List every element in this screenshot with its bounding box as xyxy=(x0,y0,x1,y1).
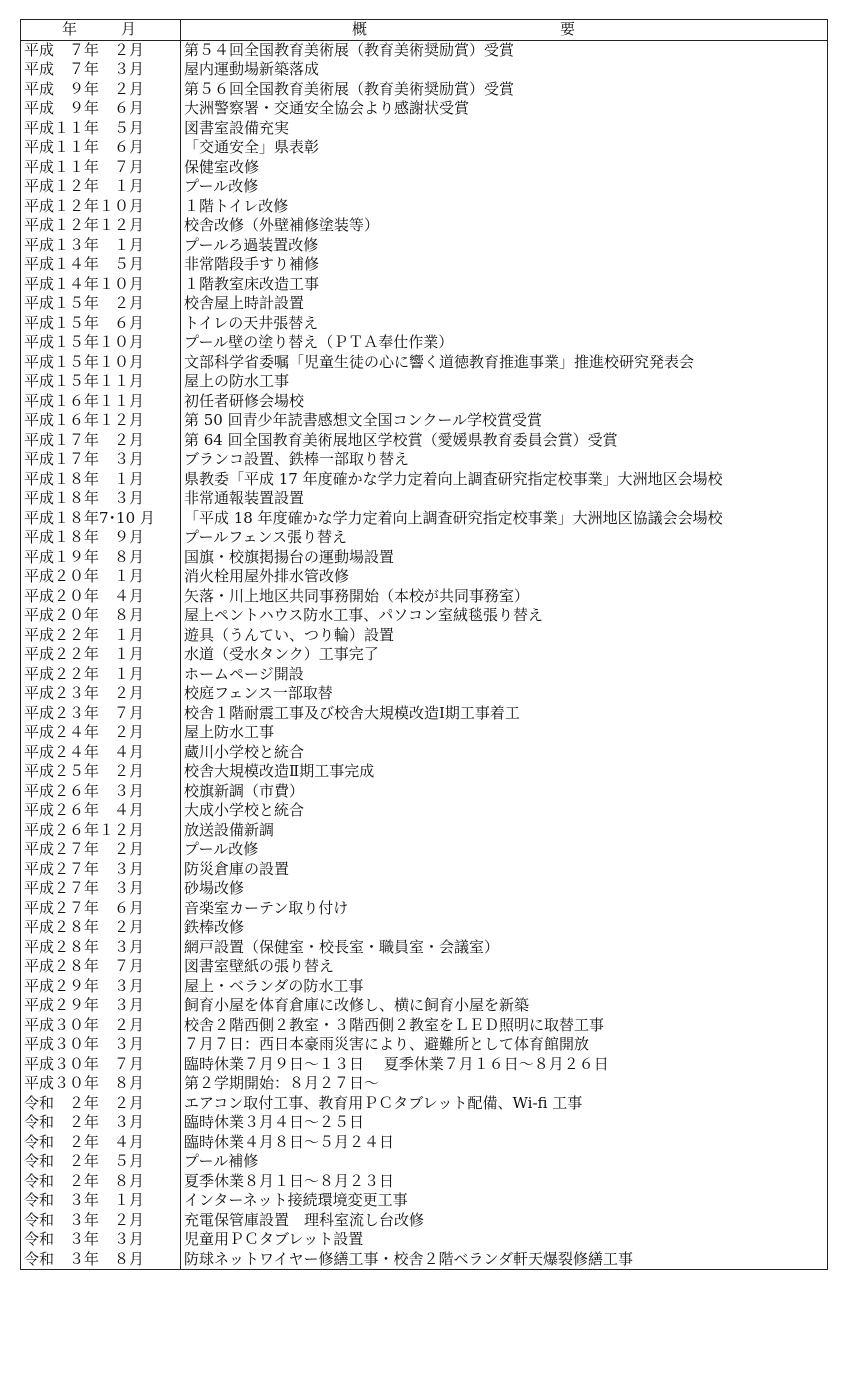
table-row xyxy=(21,1230,828,1250)
table-row xyxy=(21,626,828,646)
row-description: 矢落・川上地区共同事務開始（本校が共同事務室） xyxy=(181,587,828,607)
row-description: 飼育小屋を体育倉庫に改修し、横に飼育小屋を新築 xyxy=(181,996,828,1016)
row-description: 校舎大規模改造Ⅱ期工事完成 xyxy=(181,762,828,782)
table-row xyxy=(21,1016,828,1036)
row-date: 平成２８年 ７月 xyxy=(21,957,181,977)
row-description: プール改修 xyxy=(181,840,828,860)
table-row xyxy=(21,138,828,158)
history-table xyxy=(20,19,828,1270)
row-description: 蔵川小学校と統合 xyxy=(181,743,828,763)
table-row xyxy=(21,470,828,490)
row-description: 臨時休業３月４日～２５日 xyxy=(181,1113,828,1133)
row-description: 屋上の防水工事 xyxy=(181,372,828,392)
table-row xyxy=(21,216,828,236)
row-description: 防球ネットワイヤー修繕工事・校舎２階ベランダ軒天爆裂修繕工事 xyxy=(181,1250,828,1270)
row-date: 平成１４年 ５月 xyxy=(21,255,181,275)
table-row xyxy=(21,197,828,217)
header-year-char: 年 xyxy=(62,20,78,39)
row-date: 平成１８年 １月 xyxy=(21,470,181,490)
row-description: 県教委「平成 17 年度確かな学力定着向上調査研究指定校事業」大洲地区会場校 xyxy=(181,470,828,490)
table-row xyxy=(21,392,828,412)
table-row xyxy=(21,938,828,958)
table-row xyxy=(21,40,828,60)
row-date: 平成１８年 ３月 xyxy=(21,489,181,509)
table-row xyxy=(21,509,828,529)
table-row xyxy=(21,177,828,197)
table-row xyxy=(21,821,828,841)
row-description: 消火栓用屋外排水管改修 xyxy=(181,567,828,587)
row-description: 非常通報装置設置 xyxy=(181,489,828,509)
row-date: 平成２６年１２月 xyxy=(21,821,181,841)
table-row xyxy=(21,314,828,334)
row-description: 網戸設置（保健室・校長室・職員室・会議室） xyxy=(181,938,828,958)
row-description: 鉄棒改修 xyxy=(181,918,828,938)
row-date: 令和 ２年 ４月 xyxy=(21,1133,181,1153)
row-description: 水道（受水タンク）工事完了 xyxy=(181,645,828,665)
table-row xyxy=(21,918,828,938)
row-date: 平成３０年 ２月 xyxy=(21,1016,181,1036)
table-row xyxy=(21,587,828,607)
row-description: トイレの天井張替え xyxy=(181,314,828,334)
description-column-header xyxy=(181,20,828,41)
row-date: 平成１２年１２月 xyxy=(21,216,181,236)
row-description: 屋上防水工事 xyxy=(181,723,828,743)
row-description: ７月７日：西日本豪雨災害により、避難所として体育館開放 xyxy=(181,1035,828,1055)
row-date: 令和 ２年 ３月 xyxy=(21,1113,181,1133)
row-description: 児童用ＰＣタブレット設置 xyxy=(181,1230,828,1250)
row-date: 平成１５年１０月 xyxy=(21,353,181,373)
row-description: 臨時休業７月９日～１３日 夏季休業７月１６日～８月２６日 xyxy=(181,1055,828,1075)
row-description: 砂場改修 xyxy=(181,879,828,899)
row-description: １階教室床改造工事 xyxy=(181,275,828,295)
table-row xyxy=(21,665,828,685)
row-description: 音楽室カーテン取り付け xyxy=(181,899,828,919)
row-description: ブランコ設置、鉄棒一部取り替え xyxy=(181,450,828,470)
row-date: 令和 ３年 ８月 xyxy=(21,1250,181,1270)
row-date: 平成３０年 ３月 xyxy=(21,1035,181,1055)
row-date: 令和 ２年 ２月 xyxy=(21,1094,181,1114)
table-row xyxy=(21,119,828,139)
row-description: インターネット接続環境変更工事 xyxy=(181,1191,828,1211)
table-row xyxy=(21,957,828,977)
row-description: 校舎屋上時計設置 xyxy=(181,294,828,314)
row-date: 平成２９年 ３月 xyxy=(21,977,181,997)
table-row xyxy=(21,333,828,353)
table-row xyxy=(21,372,828,392)
row-description: 屋上・ベランダの防水工事 xyxy=(181,977,828,997)
table-row xyxy=(21,743,828,763)
table-row xyxy=(21,60,828,80)
row-date: 平成２２年 １月 xyxy=(21,645,181,665)
table-row xyxy=(21,899,828,919)
row-date: 平成２６年 ４月 xyxy=(21,801,181,821)
row-date: 平成１１年 ７月 xyxy=(21,158,181,178)
row-description: 校旗新調（市費） xyxy=(181,782,828,802)
table-row xyxy=(21,1211,828,1231)
row-date: 平成 ９年 ６月 xyxy=(21,99,181,119)
row-description: 遊具（うんてい、つり輪）設置 xyxy=(181,626,828,646)
row-date: 平成１５年 ２月 xyxy=(21,294,181,314)
row-description: 第 64 回全国教育美術展地区学校賞（愛媛県教育委員会賞）受賞 xyxy=(181,431,828,451)
table-row xyxy=(21,1191,828,1211)
row-date: 平成３０年 ８月 xyxy=(21,1074,181,1094)
table-row xyxy=(21,99,828,119)
row-description: 第２学期開始：８月２７日～ xyxy=(181,1074,828,1094)
row-date: 平成 ７年 ３月 xyxy=(21,60,181,80)
row-description: 国旗・校旗掲揚台の運動場設置 xyxy=(181,548,828,568)
row-description: 屋上ペントハウス防水工事、パソコン室絨毯張り替え xyxy=(181,606,828,626)
row-date: 平成２２年 １月 xyxy=(21,665,181,685)
table-row xyxy=(21,1133,828,1153)
row-description: 校舎改修（外壁補修塗装等） xyxy=(181,216,828,236)
row-date: 平成２０年 １月 xyxy=(21,567,181,587)
table-row xyxy=(21,762,828,782)
row-date: 令和 ２年 ５月 xyxy=(21,1152,181,1172)
table-row xyxy=(21,879,828,899)
header-row xyxy=(21,20,828,41)
table-row xyxy=(21,1172,828,1192)
header-you-char: 要 xyxy=(559,20,575,39)
row-description: エアコン取付工事、教育用ＰＣタブレット配備、Wi-fi 工事 xyxy=(181,1094,828,1114)
row-date: 平成１９年 ８月 xyxy=(21,548,181,568)
row-date: 平成２４年 ２月 xyxy=(21,723,181,743)
row-description: 「交通安全」県表彰 xyxy=(181,138,828,158)
table-row xyxy=(21,528,828,548)
row-date: 平成３０年 ７月 xyxy=(21,1055,181,1075)
table-row xyxy=(21,1035,828,1055)
row-date: 平成１１年 ５月 xyxy=(21,119,181,139)
table-row xyxy=(21,1055,828,1075)
table-row xyxy=(21,723,828,743)
row-date: 平成２６年 ３月 xyxy=(21,782,181,802)
row-description: 大洲警察署・交通安全協会より感謝状受賞 xyxy=(181,99,828,119)
row-date: 平成２７年 ３月 xyxy=(21,879,181,899)
table-row xyxy=(21,645,828,665)
table-row xyxy=(21,1250,828,1270)
row-description: 第 50 回青少年読書感想文全国コンクール学校賞受賞 xyxy=(181,411,828,431)
row-date: 平成１４年１０月 xyxy=(21,275,181,295)
table-row xyxy=(21,684,828,704)
table-row xyxy=(21,860,828,880)
header-month-char: 月 xyxy=(120,20,136,39)
row-date: 平成２０年 ４月 xyxy=(21,587,181,607)
table-row xyxy=(21,353,828,373)
row-description: プールフェンス張り替え xyxy=(181,528,828,548)
row-description: 臨時休業４月８日～５月２４日 xyxy=(181,1133,828,1153)
row-description: 夏季休業８月１日～８月２３日 xyxy=(181,1172,828,1192)
row-description: 校舎１階耐震工事及び校舎大規模改造Ⅰ期工事着工 xyxy=(181,704,828,724)
row-date: 平成１８年 ９月 xyxy=(21,528,181,548)
table-row xyxy=(21,606,828,626)
row-description: 大成小学校と統合 xyxy=(181,801,828,821)
table-row xyxy=(21,1152,828,1172)
table-row xyxy=(21,1113,828,1133)
row-date: 平成１７年 ２月 xyxy=(21,431,181,451)
table-row xyxy=(21,489,828,509)
row-date: 平成１３年 １月 xyxy=(21,236,181,256)
table-row xyxy=(21,80,828,100)
row-description: １階トイレ改修 xyxy=(181,197,828,217)
table-row xyxy=(21,255,828,275)
row-description: ホームページ開設 xyxy=(181,665,828,685)
table-row xyxy=(21,801,828,821)
row-date: 平成１１年 ６月 xyxy=(21,138,181,158)
table-row xyxy=(21,411,828,431)
row-description: 校舎２階西側２教室・３階西側２教室をＬＥＤ照明に取替工事 xyxy=(181,1016,828,1036)
table-row xyxy=(21,1074,828,1094)
date-column-header xyxy=(21,20,181,41)
row-date: 平成１５年１１月 xyxy=(21,372,181,392)
row-date: 平成２３年 ７月 xyxy=(21,704,181,724)
row-date: 平成１８年7･10 月 xyxy=(21,509,181,529)
row-description: 校庭フェンス一部取替 xyxy=(181,684,828,704)
row-date: 平成１６年１２月 xyxy=(21,411,181,431)
table-row xyxy=(21,567,828,587)
row-description: 非常階段手すり補修 xyxy=(181,255,828,275)
row-date: 平成２３年 ２月 xyxy=(21,684,181,704)
row-date: 平成２４年 ４月 xyxy=(21,743,181,763)
row-description: 屋内運動場新築落成 xyxy=(181,60,828,80)
row-description: 第５４回全国教育美術展（教育美術奨励賞）受賞 xyxy=(181,40,828,60)
row-description: 初任者研修会場校 xyxy=(181,392,828,412)
table-row xyxy=(21,294,828,314)
table-row xyxy=(21,275,828,295)
table-row xyxy=(21,431,828,451)
row-date: 平成２８年 ３月 xyxy=(21,938,181,958)
row-date: 平成２７年 ２月 xyxy=(21,840,181,860)
row-date: 平成１５年 ６月 xyxy=(21,314,181,334)
table-row xyxy=(21,450,828,470)
row-date: 平成 ７年 ２月 xyxy=(21,40,181,60)
row-date: 令和 ３年 ２月 xyxy=(21,1211,181,1231)
row-date: 平成２７年 ３月 xyxy=(21,860,181,880)
row-description: 第５６回全国教育美術展（教育美術奨励賞）受賞 xyxy=(181,80,828,100)
table-row xyxy=(21,704,828,724)
table-row xyxy=(21,236,828,256)
row-date: 平成２９年 ３月 xyxy=(21,996,181,1016)
row-date: 平成１６年１１月 xyxy=(21,392,181,412)
row-description: プールろ過装置改修 xyxy=(181,236,828,256)
table-row xyxy=(21,996,828,1016)
row-description: 保健室改修 xyxy=(181,158,828,178)
row-description: プール改修 xyxy=(181,177,828,197)
row-description: プール壁の塗り替え（ＰＴＡ奉仕作業） xyxy=(181,333,828,353)
row-description: 図書室設備充実 xyxy=(181,119,828,139)
row-date: 令和 ２年 ８月 xyxy=(21,1172,181,1192)
row-date: 平成 ９年 ２月 xyxy=(21,80,181,100)
row-description: 図書室壁紙の張り替え xyxy=(181,957,828,977)
row-date: 平成２７年 ６月 xyxy=(21,899,181,919)
table-row xyxy=(21,977,828,997)
row-description: 放送設備新調 xyxy=(181,821,828,841)
row-description: 防災倉庫の設置 xyxy=(181,860,828,880)
row-date: 平成１２年 １月 xyxy=(21,177,181,197)
table-row xyxy=(21,840,828,860)
row-date: 平成１２年１０月 xyxy=(21,197,181,217)
row-date: 平成２５年 ２月 xyxy=(21,762,181,782)
table-row xyxy=(21,548,828,568)
row-description: プール補修 xyxy=(181,1152,828,1172)
table-row xyxy=(21,158,828,178)
row-date: 平成２８年 ２月 xyxy=(21,918,181,938)
header-gai-char: 概 xyxy=(352,20,368,39)
row-description: 「平成 18 年度確かな学力定着向上調査研究指定校事業」大洲地区協議会会場校 xyxy=(181,509,828,529)
row-date: 令和 ３年 ３月 xyxy=(21,1230,181,1250)
row-date: 平成２２年 １月 xyxy=(21,626,181,646)
table-row xyxy=(21,1094,828,1114)
row-description: 充電保管庫設置 理科室流し台改修 xyxy=(181,1211,828,1231)
table-row xyxy=(21,782,828,802)
row-date: 令和 ３年 １月 xyxy=(21,1191,181,1211)
row-date: 平成２０年 ８月 xyxy=(21,606,181,626)
row-date: 平成１７年 ３月 xyxy=(21,450,181,470)
row-description: 文部科学省委嘱「児童生徒の心に響く道徳教育推進事業」推進校研究発表会 xyxy=(181,353,828,373)
row-date: 平成１５年１０月 xyxy=(21,333,181,353)
history-rows xyxy=(21,40,828,1270)
